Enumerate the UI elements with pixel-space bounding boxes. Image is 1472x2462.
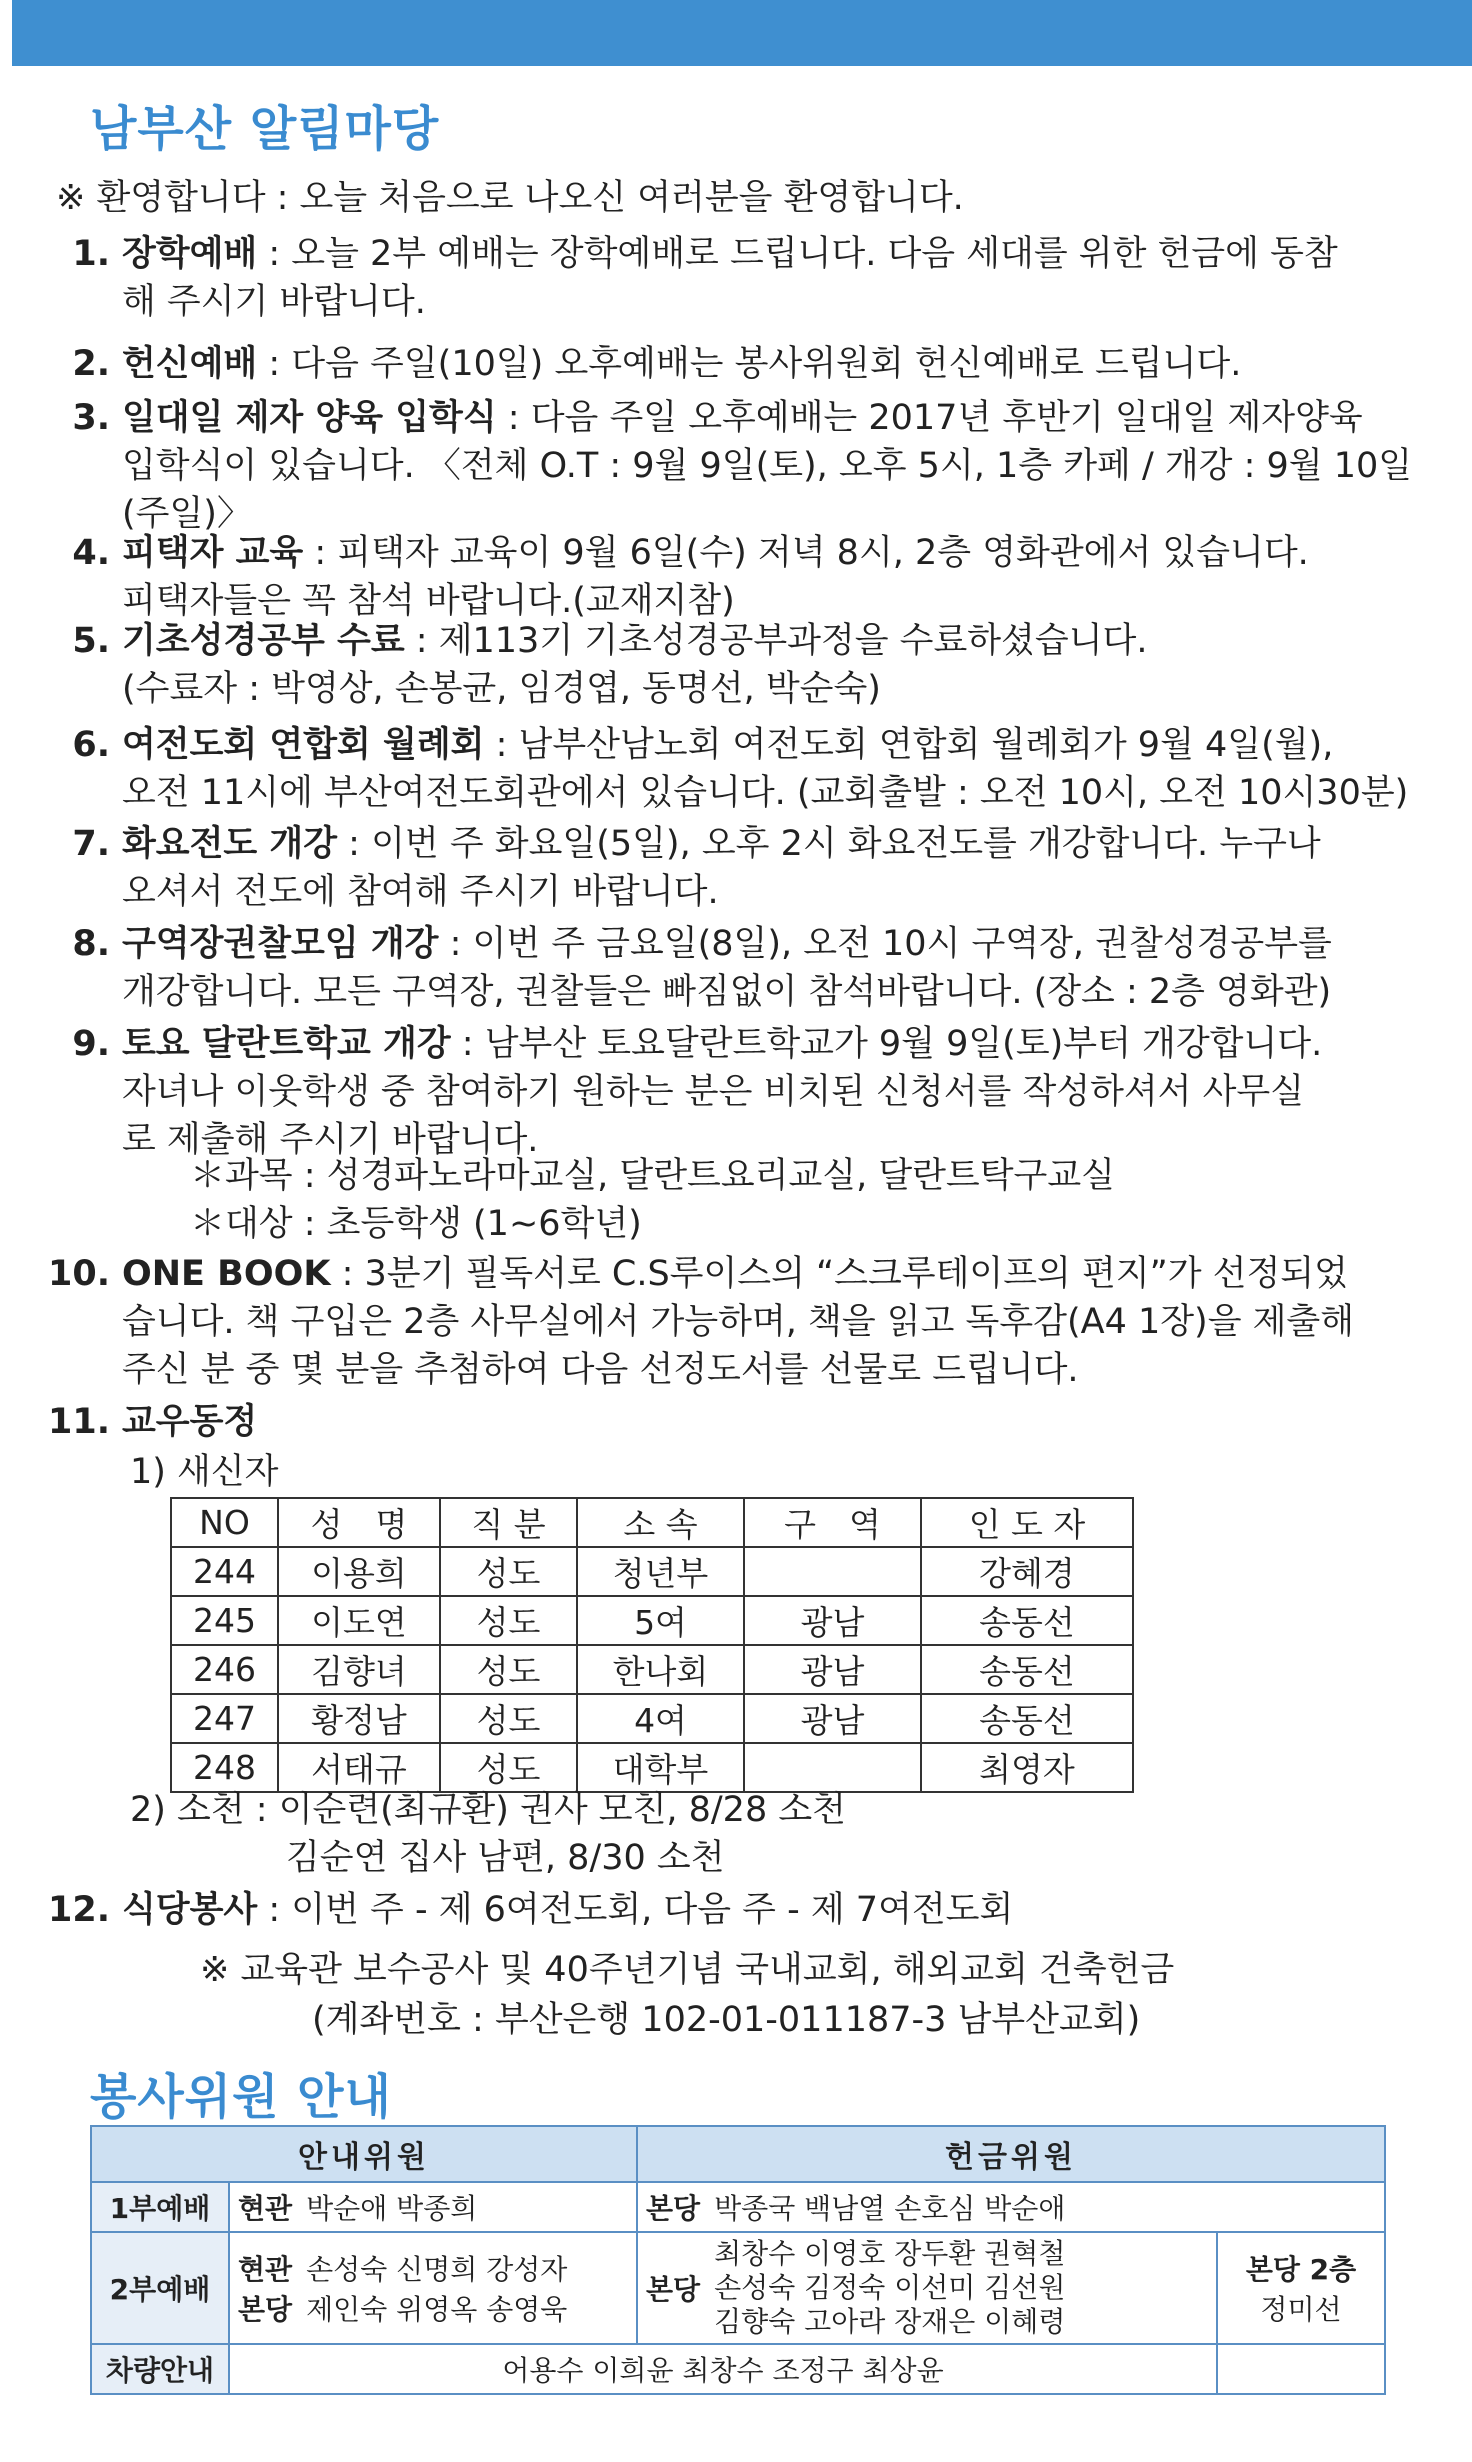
col-title: 직 분 (440, 1498, 577, 1547)
item-text: : 이번 주 금요일(8일), 오전 10시 구역장, 권찰성경공부를 (438, 924, 1332, 964)
item-cont-line (122, 870, 719, 914)
top-bar (12, 0, 1472, 66)
item-title: 토요 달란트학교 개강 (122, 1024, 451, 1064)
item-title: 장학예배 (122, 234, 258, 274)
item-number: 11. (47, 1402, 110, 1442)
item-first-line (122, 822, 1321, 866)
item-number: 5. (72, 621, 110, 661)
item-number: 12. (47, 1890, 110, 1930)
item-text: 오셔서 전도에 참여해 주시기 바랍니다. (122, 872, 719, 912)
item-text: 로 제출해 주시기 바랍니다. (122, 1120, 539, 1160)
item-first-line (122, 531, 1309, 575)
item-text: : 다음 주일(10일) 오후예배는 봉사위원회 헌신예배로 드립니다. (257, 344, 1242, 384)
welcome-text: ※ 환영합니다 : 오늘 처음으로 나오신 여러분을 환영합니다. (56, 178, 964, 218)
cell: 강혜경 (921, 1547, 1133, 1596)
item-text: (주일)〉 (122, 494, 252, 534)
row-label: 2부예배 (91, 2232, 229, 2344)
table-row (91, 2232, 1385, 2344)
item-number: 3. (72, 398, 110, 438)
item-title: 구역장권찰모임 개강 (122, 924, 439, 964)
account-number: (계좌번호 : 부산은행 102-01-011187-3 남부산교회) (312, 2000, 1141, 2040)
cell: 한나회 (577, 1645, 744, 1694)
talent-target: ＊대상 : 초등학생 (1~6학년) (190, 1204, 642, 1244)
item-text: 오전 11시에 부산여전도회관에서 있습니다. (교회출발 : 오전 10시, 오전 10시30분) (122, 773, 1409, 813)
item-title: ONE BOOK (122, 1254, 331, 1294)
cell (744, 1547, 921, 1596)
cell: 송동선 (921, 1645, 1133, 1694)
table-row (171, 1547, 1133, 1596)
volunteer-table (90, 2125, 1386, 2395)
cell: 송동선 (921, 1694, 1133, 1743)
cell: 성도 (440, 1596, 577, 1645)
item-cont-line (122, 970, 1331, 1014)
item-text: : 오늘 2부 예배는 장학예배로 드립니다. 다음 세대를 위한 헌금에 동참 (257, 234, 1338, 274)
item-first-line (122, 922, 1332, 966)
cell: 대학부 (577, 1743, 744, 1792)
item-text: : 다음 주일 오후예배는 2017년 후반기 일대일 제자양육 (496, 398, 1363, 438)
cell: 송동선 (921, 1596, 1133, 1645)
item-text: : 이번 주 화요일(5일), 오후 2시 화요전도를 개강합니다. 누구나 (337, 824, 1321, 864)
item-cont-line (122, 1070, 1304, 1114)
row-label: 1부예배 (91, 2182, 229, 2232)
cell: 246 (171, 1645, 278, 1694)
fund-note: ※ 교육관 보수공사 및 40주년기념 국내교회, 해외교회 건축헌금 (200, 1950, 1175, 1990)
item-cont-line (122, 579, 735, 623)
volunteer-title: 봉사위원 안내 (90, 2069, 392, 2125)
item-first-line (122, 619, 1147, 663)
table-row (171, 1596, 1133, 1645)
cell: 청년부 (577, 1547, 744, 1596)
cell: 이용희 (278, 1547, 440, 1596)
item-text: 해 주시기 바랍니다. (122, 282, 426, 322)
item-text: 주신 분 중 몇 분을 추첨하여 다음 선정도서를 선물로 드립니다. (122, 1350, 1079, 1390)
item-text: 입학식이 있습니다. 〈전체 O.T : 9월 9일(토), 오후 5시, 1층 카페 / 개강 : 9월 10일 (122, 446, 1413, 486)
item-title: 여전도회 연합회 월례회 (122, 725, 485, 765)
item-cont-line (122, 1300, 1354, 1344)
item-text: : 피택자 교육이 9월 6일(수) 저녁 8시, 2층 영화관에서 있습니다. (303, 533, 1309, 573)
col-no: NO (171, 1498, 278, 1547)
cell: 이도연 (278, 1596, 440, 1645)
item-title: 식당봉사 (122, 1890, 258, 1930)
item-first-line (122, 1252, 1348, 1296)
cell: 서태규 (278, 1743, 440, 1792)
item-cont-line (122, 1348, 1079, 1392)
talent-subjects: ＊과목 : 성경파노라마교실, 달란트요리교실, 달란트탁구교실 (190, 1156, 1115, 1196)
item-number: 7. (72, 824, 110, 864)
item-number: 9. (72, 1024, 110, 1064)
empty-cell (1217, 2344, 1385, 2394)
table-row (171, 1694, 1133, 1743)
row-label: 차량안내 (91, 2344, 229, 2394)
item-text: 습니다. 책 구입은 2층 사무실에서 가능하며, 책을 읽고 독후감(A4 1장)을 제출해 (122, 1302, 1355, 1342)
item-text: : 제113기 기초성경공부과정을 수료하셨습니다. (404, 621, 1148, 661)
item-cont-line (122, 492, 252, 536)
cell: 244 (171, 1547, 278, 1596)
item-text: : 남부산남노회 여전도회 연합회 월례회가 9월 4일(월), (484, 725, 1334, 765)
item-number: 2. (72, 344, 110, 384)
item-cont-line (122, 771, 1408, 815)
page-title: 남부산 알림마당 (90, 101, 440, 157)
item-first-line (122, 232, 1338, 276)
extra-cell: 본당 2층 정미선 (1217, 2232, 1385, 2344)
cell: 황정남 (278, 1694, 440, 1743)
item-cont-line (122, 667, 881, 711)
item-title: 피택자 교육 (122, 533, 304, 573)
cell: 248 (171, 1743, 278, 1792)
item-title: 화요전도 개강 (122, 824, 338, 864)
guide-cell: 현관 손성숙 신명희 강성자 본당 제인숙 위영옥 송영욱 (229, 2232, 637, 2344)
item-number: 8. (72, 924, 110, 964)
item-first-line (122, 723, 1333, 767)
cell: 4여 (577, 1694, 744, 1743)
item-number: 6. (72, 725, 110, 765)
condolence-1: 2) 소천 : 이순련(최규환) 권사 모친, 8/28 소천 (130, 1790, 846, 1830)
item-text: (수료자 : 박영상, 손봉균, 임경엽, 동명선, 박순숙) (122, 669, 881, 709)
item-first-line (122, 342, 1241, 386)
guide-header: 안내위원 (91, 2126, 637, 2182)
item-title: 교우동정 (122, 1402, 258, 1442)
newcomer-table (170, 1497, 1134, 1793)
condolence-2: 김순연 집사 남편, 8/30 소천 (286, 1838, 725, 1878)
col-name: 성 명 (278, 1498, 440, 1547)
table-row (91, 2344, 1385, 2394)
item-first-line (122, 396, 1363, 440)
cell: 성도 (440, 1694, 577, 1743)
cell: 5여 (577, 1596, 744, 1645)
item-text: 자녀나 이웃학생 중 참여하기 원하는 분은 비치된 신청서를 작성하셔서 사무실 (122, 1072, 1305, 1112)
item-first-line (122, 1888, 1013, 1932)
item-text: 피택자들은 꼭 참석 바랍니다.(교재지참) (122, 581, 735, 621)
item-title: 일대일 제자 양육 입학식 (122, 398, 497, 438)
newcomer-label: 1) 새신자 (130, 1452, 279, 1492)
cell: 성도 (440, 1743, 577, 1792)
offering-cell: 본당 박종국 백남열 손호심 박순애 (637, 2182, 1385, 2232)
table-row (171, 1645, 1133, 1694)
cell: 성도 (440, 1547, 577, 1596)
item-title: 기초성경공부 수료 (122, 621, 405, 661)
cell: 247 (171, 1694, 278, 1743)
item-text: : 이번 주 - 제 6여전도회, 다음 주 - 제 7여전도회 (257, 1890, 1014, 1930)
guide-cell: 현관 박순애 박종희 (229, 2182, 637, 2232)
cell: 광남 (744, 1645, 921, 1694)
driver-cell: 어용수 이희윤 최창수 조정구 최상윤 (229, 2344, 1217, 2394)
item-text: : 남부산 토요달란트학교가 9월 9일(토)부터 개강합니다. (450, 1024, 1323, 1064)
offering-header: 헌금위원 (637, 2126, 1385, 2182)
cell: 245 (171, 1596, 278, 1645)
cell: 최영자 (921, 1743, 1133, 1792)
cell: 성도 (440, 1645, 577, 1694)
item-number: 4. (72, 533, 110, 573)
col-district: 구 역 (744, 1498, 921, 1547)
offering-cell: 본당 최창수 이영호 장두환 권혁철 손성숙 김정숙 이선미 김선원 김향숙 고아라 장재은 이혜령 (637, 2232, 1217, 2344)
item-text: : 3분기 필독서로 C.S루이스의 “스크루테이프의 편지”가 선정되었 (330, 1254, 1348, 1294)
vol-header-row (91, 2126, 1385, 2182)
item-first-line (122, 1022, 1322, 1066)
table-row (91, 2182, 1385, 2232)
item-text: 개강합니다. 모든 구역장, 권찰들은 빠짐없이 참석바랍니다. (장소 : 2층 영화관) (122, 972, 1332, 1012)
cell: 광남 (744, 1596, 921, 1645)
table-row (171, 1743, 1133, 1792)
item-first-line (122, 1400, 257, 1444)
table-header-row (171, 1498, 1133, 1547)
item-number: 1. (72, 234, 110, 274)
col-affiliation: 소 속 (577, 1498, 744, 1547)
cell: 광남 (744, 1694, 921, 1743)
item-cont-line (122, 280, 426, 324)
cell: 김향녀 (278, 1645, 440, 1694)
item-number: 10. (47, 1254, 110, 1294)
cell (744, 1743, 921, 1792)
item-title: 헌신예배 (122, 344, 258, 384)
item-cont-line (122, 444, 1412, 488)
col-guide: 인 도 자 (921, 1498, 1133, 1547)
